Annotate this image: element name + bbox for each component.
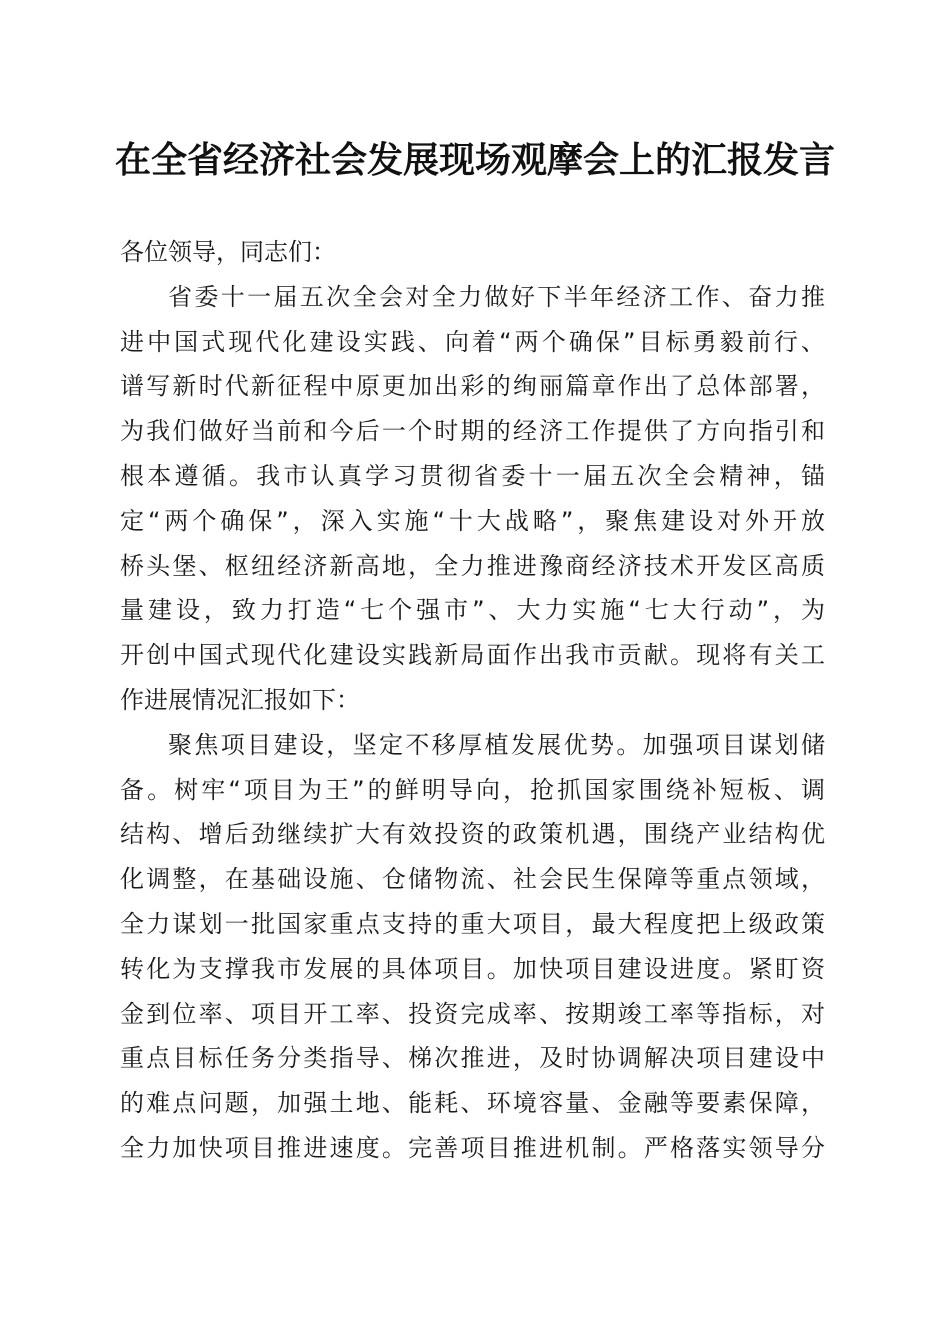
text-line: 省委十一届五次全会对全力做好下半年经济工作、奋力推 bbox=[168, 282, 825, 311]
text-line: 全力加快项目推进速度。完善项目推进机制。严格落实领导分 bbox=[120, 1133, 825, 1162]
text-line: 转化为支撑我市发展的具体项目。加快项目建设进度。紧盯资 bbox=[120, 954, 825, 983]
text-line: 开创中国式现代化建设实践新局面作出我市贡献。现将有关工 bbox=[120, 641, 825, 670]
text-line: 桥头堡、枢纽经济新高地，全力推进豫商经济技术开发区高质 bbox=[120, 551, 825, 580]
salutation: 各位领导，同志们： bbox=[120, 238, 336, 266]
text-line: 备。树牢“项目为王”的鲜明导向，抢抓国家围绕补短板、调 bbox=[120, 775, 825, 804]
text-line: 的难点问题，加强土地、能耗、环境容量、金融等要素保障， bbox=[120, 1089, 825, 1118]
text-line: 进中国式现代化建设实践、向着“两个确保”目标勇毅前行、 bbox=[120, 327, 825, 356]
document-body bbox=[120, 230, 825, 1171]
text-line: 重点目标任务分类指导、梯次推进，及时协调解决项目建设中 bbox=[120, 1044, 825, 1073]
text-line: 量建设，致力打造“七个强市”、大力实施“七大行动”，为 bbox=[120, 596, 825, 625]
text-line: 结构、增后劲继续扩大有效投资的政策机遇，围绕产业结构优 bbox=[120, 820, 825, 849]
paragraph-1 bbox=[120, 275, 825, 723]
text-line: 聚焦项目建设，坚定不移厚植发展优势。加强项目谋划储 bbox=[168, 730, 825, 759]
text-line: 作进展情况汇报如下： bbox=[120, 685, 360, 714]
text-line: 谱写新时代新征程中原更加出彩的绚丽篇章作出了总体部署， bbox=[120, 372, 825, 401]
text-line: 定“两个确保”，深入实施“十大战略”，聚焦建设对外开放 bbox=[120, 506, 825, 535]
text-line: 为我们做好当前和今后一个时期的经济工作提供了方向指引和 bbox=[120, 417, 825, 446]
text-line: 根本遵循。我市认真学习贯彻省委十一届五次全会精神，锚 bbox=[120, 461, 825, 490]
paragraph-2 bbox=[120, 723, 825, 1171]
text-line: 全力谋划一批国家重点支持的重大项目，最大程度把上级政策 bbox=[120, 909, 825, 938]
text-line: 金到位率、项目开工率、投资完成率、按期竣工率等指标，对 bbox=[120, 999, 825, 1028]
document-title: 在全省经济社会发展现场观摩会上的汇报发言 bbox=[114, 139, 835, 181]
text-line: 化调整，在基础设施、仓储物流、社会民生保障等重点领域， bbox=[120, 865, 825, 894]
